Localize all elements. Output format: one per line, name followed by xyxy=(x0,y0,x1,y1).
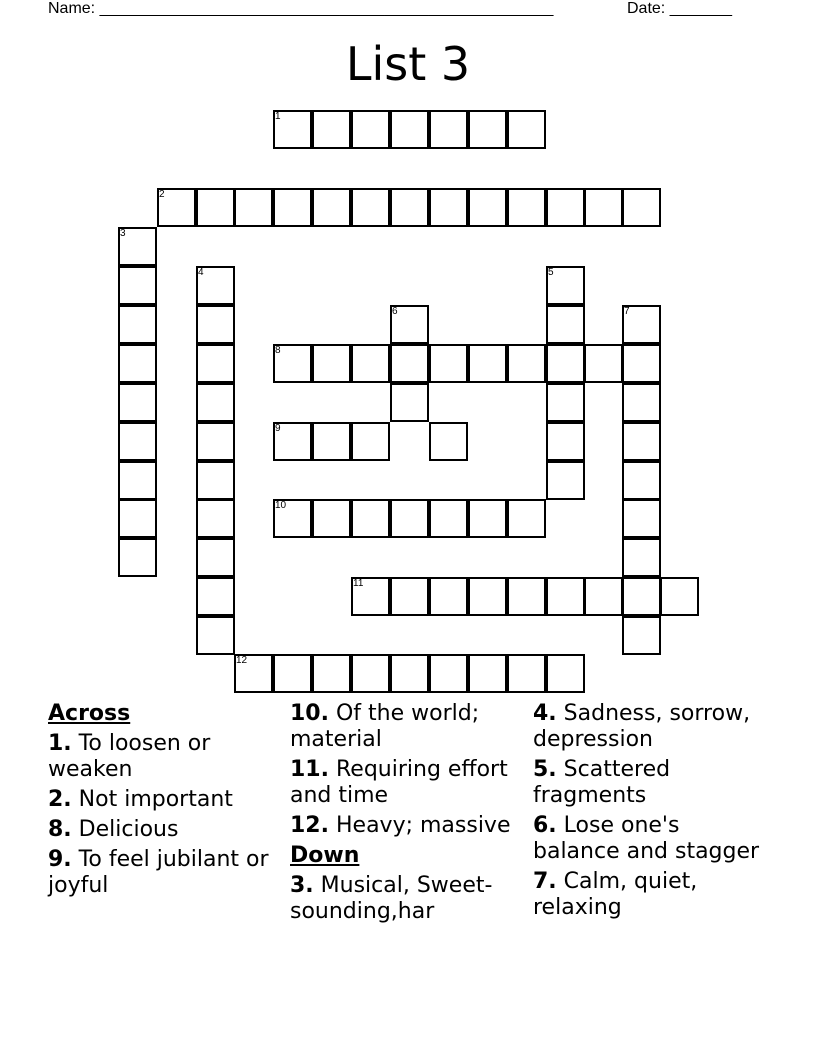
crossword-cell[interactable] xyxy=(390,654,429,693)
crossword-cell[interactable] xyxy=(390,577,429,616)
crossword-cell[interactable] xyxy=(351,654,390,693)
crossword-cell[interactable] xyxy=(584,577,623,616)
crossword-cell[interactable] xyxy=(429,654,468,693)
clue-number: 11 xyxy=(353,578,364,589)
crossword-cell[interactable] xyxy=(546,422,585,461)
crossword-cell[interactable] xyxy=(196,538,235,577)
crossword-cell[interactable] xyxy=(351,110,390,149)
crossword-cell[interactable] xyxy=(234,188,273,227)
clue-down-6: 6. Lose one's balance and stagger xyxy=(533,813,760,864)
crossword-cell[interactable] xyxy=(468,110,507,149)
crossword-cell[interactable] xyxy=(507,654,546,693)
clue-column-3 xyxy=(533,701,773,925)
crossword-cell[interactable] xyxy=(546,654,585,693)
crossword-cell[interactable] xyxy=(118,499,157,538)
crossword-cell[interactable] xyxy=(622,422,661,461)
name-label: Name: ___________________________________________________ xyxy=(48,0,554,17)
crossword-cell[interactable] xyxy=(390,499,429,538)
crossword-cell[interactable] xyxy=(390,383,429,422)
crossword-cell[interactable] xyxy=(429,499,468,538)
crossword-cell[interactable] xyxy=(507,577,546,616)
crossword-cell[interactable] xyxy=(507,110,546,149)
clue-number: 5 xyxy=(548,267,554,278)
clue-down-3: 3. Musical, Sweet-sounding,har xyxy=(290,873,493,924)
crossword-cell[interactable] xyxy=(546,305,585,344)
crossword-cell[interactable] xyxy=(196,188,235,227)
crossword-cell[interactable] xyxy=(351,344,390,383)
crossword-cell[interactable] xyxy=(507,499,546,538)
clue-column-2 xyxy=(290,701,530,929)
down-heading: Down xyxy=(290,843,360,868)
clue-number: 10 xyxy=(275,500,287,511)
page-title: List 3 xyxy=(345,37,471,91)
clue-number: 4 xyxy=(198,267,204,278)
crossword-cell[interactable] xyxy=(429,422,468,461)
crossword-cell[interactable] xyxy=(622,577,661,616)
clue-across-8: 8. Delicious xyxy=(48,817,179,842)
crossword-cell[interactable] xyxy=(622,499,661,538)
crossword-cell[interactable] xyxy=(312,654,351,693)
clue-down-7: 7. Calm, quiet, relaxing xyxy=(533,869,698,920)
crossword-cell[interactable] xyxy=(390,344,429,383)
crossword-cell[interactable] xyxy=(622,461,661,500)
crossword-cell[interactable] xyxy=(312,188,351,227)
crossword-cell[interactable] xyxy=(429,577,468,616)
crossword-cell[interactable] xyxy=(622,538,661,577)
crossword-cell[interactable] xyxy=(196,383,235,422)
crossword-cell[interactable] xyxy=(468,577,507,616)
crossword-cell[interactable] xyxy=(312,499,351,538)
clue-across-9: 9. To feel jubilant or joyful xyxy=(48,847,269,898)
clue-across-11: 11. Requiring effort and time xyxy=(290,757,508,808)
clue-across-1: 1. To loosen or weaken xyxy=(48,731,211,782)
crossword-cell[interactable] xyxy=(118,305,157,344)
crossword-cell[interactable] xyxy=(196,422,235,461)
clue-number: 6 xyxy=(392,306,398,317)
crossword-cell[interactable] xyxy=(507,188,546,227)
crossword-cell[interactable] xyxy=(546,577,585,616)
clue-number: 2 xyxy=(159,189,165,200)
crossword-cell[interactable] xyxy=(622,188,661,227)
crossword-cell[interactable] xyxy=(546,188,585,227)
crossword-cell[interactable] xyxy=(351,188,390,227)
crossword-cell[interactable] xyxy=(546,383,585,422)
crossword-cell[interactable] xyxy=(468,499,507,538)
clue-number: 3 xyxy=(120,228,126,239)
crossword-cell[interactable] xyxy=(196,616,235,655)
crossword-cell[interactable] xyxy=(546,344,585,383)
crossword-cell[interactable] xyxy=(118,266,157,305)
crossword-cell[interactable] xyxy=(351,422,390,461)
crossword-cell[interactable] xyxy=(584,188,623,227)
clue-across-12: 12. Heavy; massive xyxy=(290,813,511,838)
crossword-cell[interactable] xyxy=(622,344,661,383)
crossword-cell[interactable] xyxy=(118,538,157,577)
crossword-cell[interactable] xyxy=(118,344,157,383)
clue-number: 12 xyxy=(236,655,248,666)
crossword-cell[interactable] xyxy=(351,499,390,538)
clue-number: 8 xyxy=(275,345,281,356)
crossword-cell[interactable] xyxy=(196,499,235,538)
crossword-cell[interactable] xyxy=(118,422,157,461)
crossword-cell[interactable] xyxy=(196,305,235,344)
clue-number: 1 xyxy=(275,111,281,122)
crossword-cell[interactable] xyxy=(312,344,351,383)
crossword-cell[interactable] xyxy=(196,461,235,500)
crossword-cell[interactable] xyxy=(390,110,429,149)
crossword-cell[interactable] xyxy=(429,344,468,383)
crossword-cell[interactable] xyxy=(273,654,312,693)
clue-number: 7 xyxy=(624,306,630,317)
clue-across-2: 2. Not important xyxy=(48,787,233,812)
crossword-cell[interactable] xyxy=(273,188,312,227)
crossword-cell[interactable] xyxy=(196,577,235,616)
crossword-cell[interactable] xyxy=(507,344,546,383)
crossword-cell[interactable] xyxy=(622,616,661,655)
clue-across-10: 10. Of the world; material xyxy=(290,701,480,752)
crossword-cell[interactable] xyxy=(546,461,585,500)
crossword-cell[interactable] xyxy=(312,422,351,461)
crossword-cell[interactable] xyxy=(468,344,507,383)
crossword-cell[interactable] xyxy=(429,110,468,149)
crossword-cell[interactable] xyxy=(196,344,235,383)
crossword-cell[interactable] xyxy=(312,110,351,149)
across-heading: Across xyxy=(48,701,131,726)
crossword-cell[interactable] xyxy=(390,188,429,227)
clue-down-4: 4. Sadness, sorrow, depression xyxy=(533,701,751,752)
clue-down-5: 5. Scattered fragments xyxy=(533,757,671,808)
crossword-cell[interactable] xyxy=(429,188,468,227)
crossword-cell[interactable] xyxy=(118,461,157,500)
crossword-cell[interactable] xyxy=(660,577,699,616)
crossword-cell[interactable] xyxy=(584,344,623,383)
crossword-cell[interactable] xyxy=(118,383,157,422)
crossword-cell[interactable] xyxy=(468,654,507,693)
crossword-cell[interactable] xyxy=(468,188,507,227)
date-label: Date: _______ xyxy=(627,0,732,17)
clue-column-1 xyxy=(48,701,288,903)
clue-number: 9 xyxy=(275,423,281,434)
crossword-cell[interactable] xyxy=(622,383,661,422)
